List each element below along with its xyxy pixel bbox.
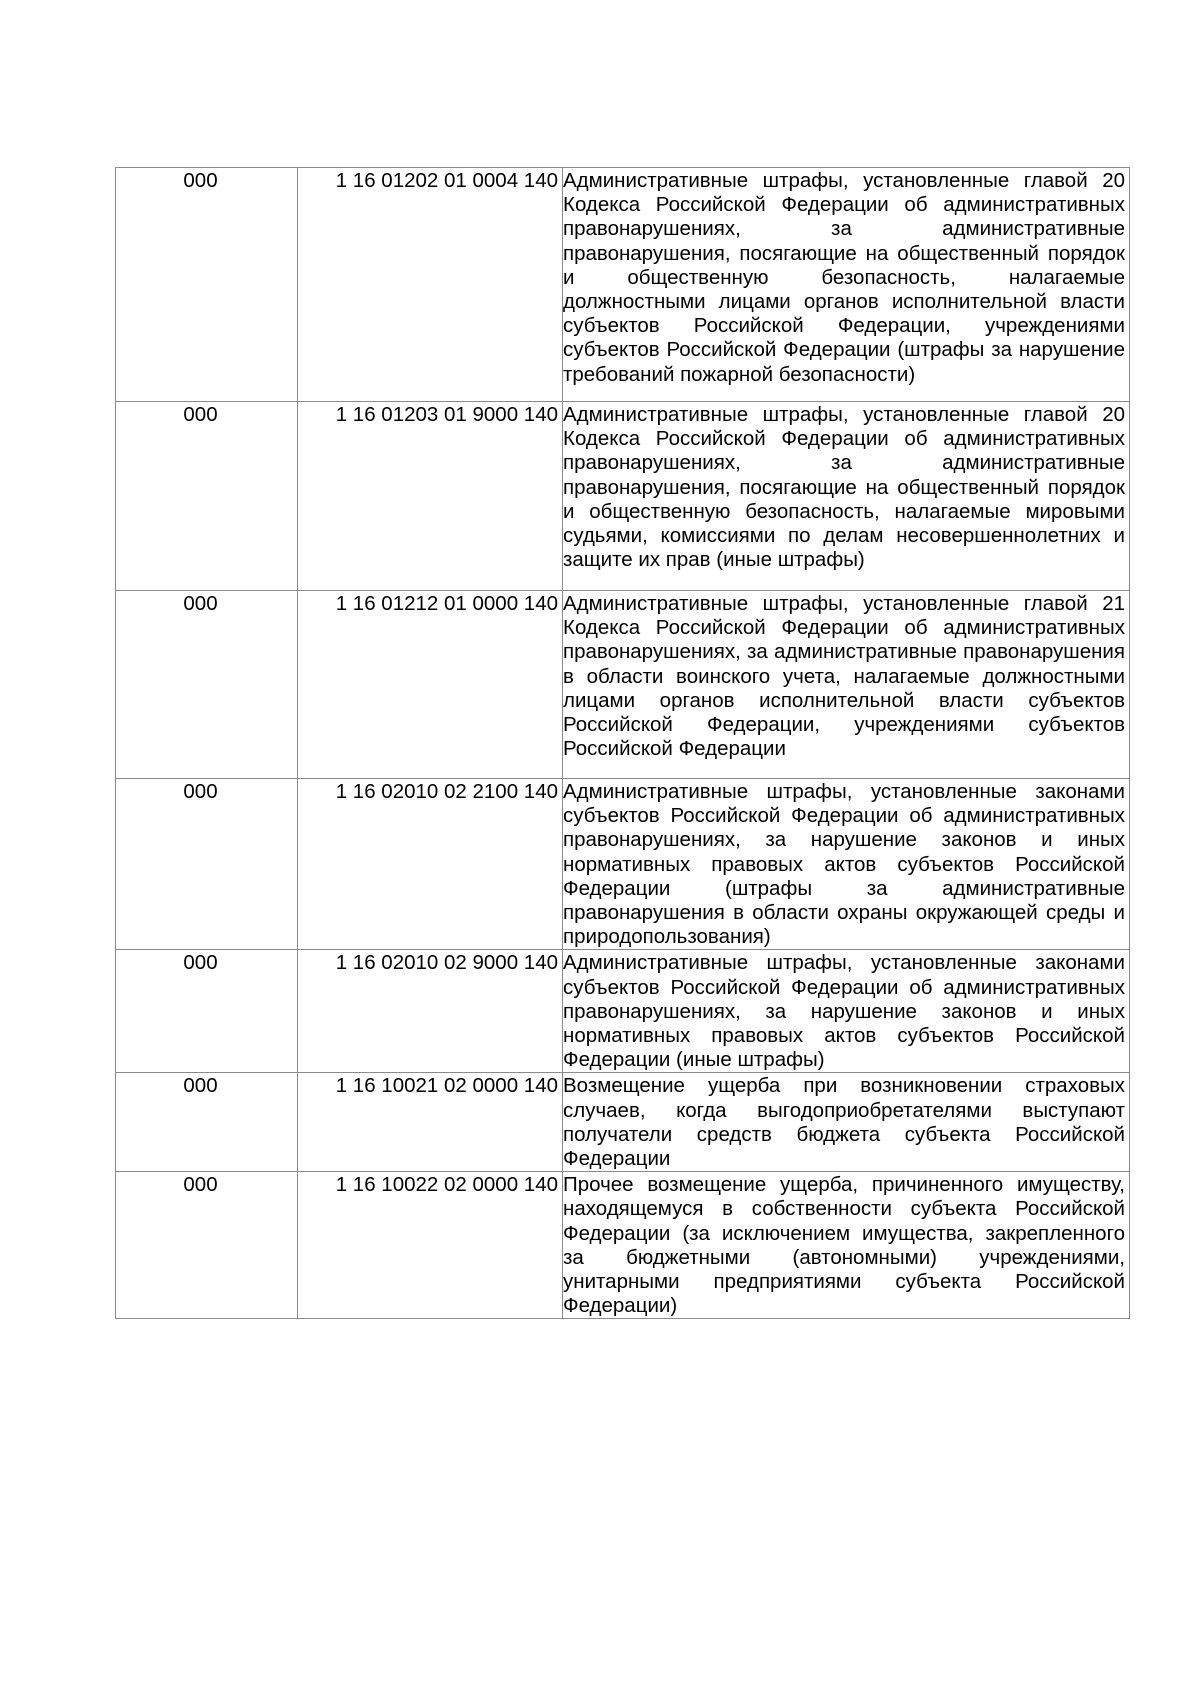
kbk-code-cell: 1 16 02010 02 9000 140 bbox=[298, 950, 563, 1073]
description-text: Возмещение ущерба при возникновении страховых случаев, когда выгодоприобретателями выступают получатели средств бюджета субъекта Российской Федерации bbox=[563, 1074, 1125, 1171]
admin-code-cell: 000 bbox=[116, 168, 298, 402]
kbk-code-cell: 1 16 01212 01 0000 140 bbox=[298, 591, 563, 779]
admin-code-cell: 000 bbox=[116, 779, 298, 950]
description-cell bbox=[563, 779, 1130, 950]
admin-code-cell: 000 bbox=[116, 950, 298, 1073]
admin-code-cell: 000 bbox=[116, 1172, 298, 1319]
kbk-code-cell: 1 16 01202 01 0004 140 bbox=[298, 168, 563, 402]
description-cell bbox=[563, 950, 1130, 1073]
table-row bbox=[116, 168, 1130, 402]
kbk-code-cell: 1 16 01203 01 9000 140 bbox=[298, 402, 563, 591]
description-text: Административные штрафы, установленные законами субъектов Российской Федерации об административных правонарушениях, за нарушение законов и иных нормативных правовых актов субъектов Российской Федерации (штрафы за административные правонарушения в области охраны окружающей среды и природопользования) bbox=[563, 780, 1125, 949]
table-row bbox=[116, 779, 1130, 950]
description-cell bbox=[563, 1172, 1130, 1319]
admin-code-cell: 000 bbox=[116, 402, 298, 591]
description-text: Административные штрафы, установленные законами субъектов Российской Федерации об административных правонарушениях, за нарушение законов и иных нормативных правовых актов субъектов Российской Федерации (иные штрафы) bbox=[563, 951, 1125, 1072]
description-text: Административные штрафы, установленные главой 20 Кодекса Российской Федерации об административных правонарушениях, за административные правонарушения, посягающие на общественный порядок и общественную безопасность, налагаемые мировыми судьями, комиссиями по делам несовершеннолетних и защите их прав (иные штрафы) bbox=[563, 403, 1125, 572]
table-row bbox=[116, 591, 1130, 779]
table-row bbox=[116, 1172, 1130, 1319]
description-text: Прочее возмещение ущерба, причиненного имуществу, находящемуся в собственности субъекта Российской Федерации (за исключением имущества, закрепленного за бюджетными (автономными) учреждениями, унитарными предприятиями субъекта Российской Федерации) bbox=[563, 1173, 1125, 1318]
admin-code-cell: 000 bbox=[116, 1073, 298, 1172]
description-text: Административные штрафы, установленные главой 21 Кодекса Российской Федерации об административных правонарушениях, за административные правонарушения в области воинского учета, налагаемые должностными лицами органов исполнительной власти субъектов Российской Федерации, учреждениями субъектов Российской Федерации bbox=[563, 592, 1125, 761]
description-cell bbox=[563, 1073, 1130, 1172]
description-cell bbox=[563, 402, 1130, 591]
table-row bbox=[116, 950, 1130, 1073]
kbk-code-cell: 1 16 10021 02 0000 140 bbox=[298, 1073, 563, 1172]
kbk-code-cell: 1 16 10022 02 0000 140 bbox=[298, 1172, 563, 1319]
kbk-code-cell: 1 16 02010 02 2100 140 bbox=[298, 779, 563, 950]
admin-code-cell: 000 bbox=[116, 591, 298, 779]
table-row bbox=[116, 1073, 1130, 1172]
table-row bbox=[116, 402, 1130, 591]
description-cell bbox=[563, 168, 1130, 402]
revenue-codes-table bbox=[115, 167, 1130, 1319]
description-text: Административные штрафы, установленные главой 20 Кодекса Российской Федерации об административных правонарушениях, за административные правонарушения, посягающие на общественный порядок и общественную безопасность, налагаемые должностными лицами органов исполнительной власти субъектов Российской Федерации, учреждениями субъектов Российской Федерации (штрафы за нарушение требований пожарной безопасности) bbox=[563, 169, 1125, 386]
description-cell bbox=[563, 591, 1130, 779]
